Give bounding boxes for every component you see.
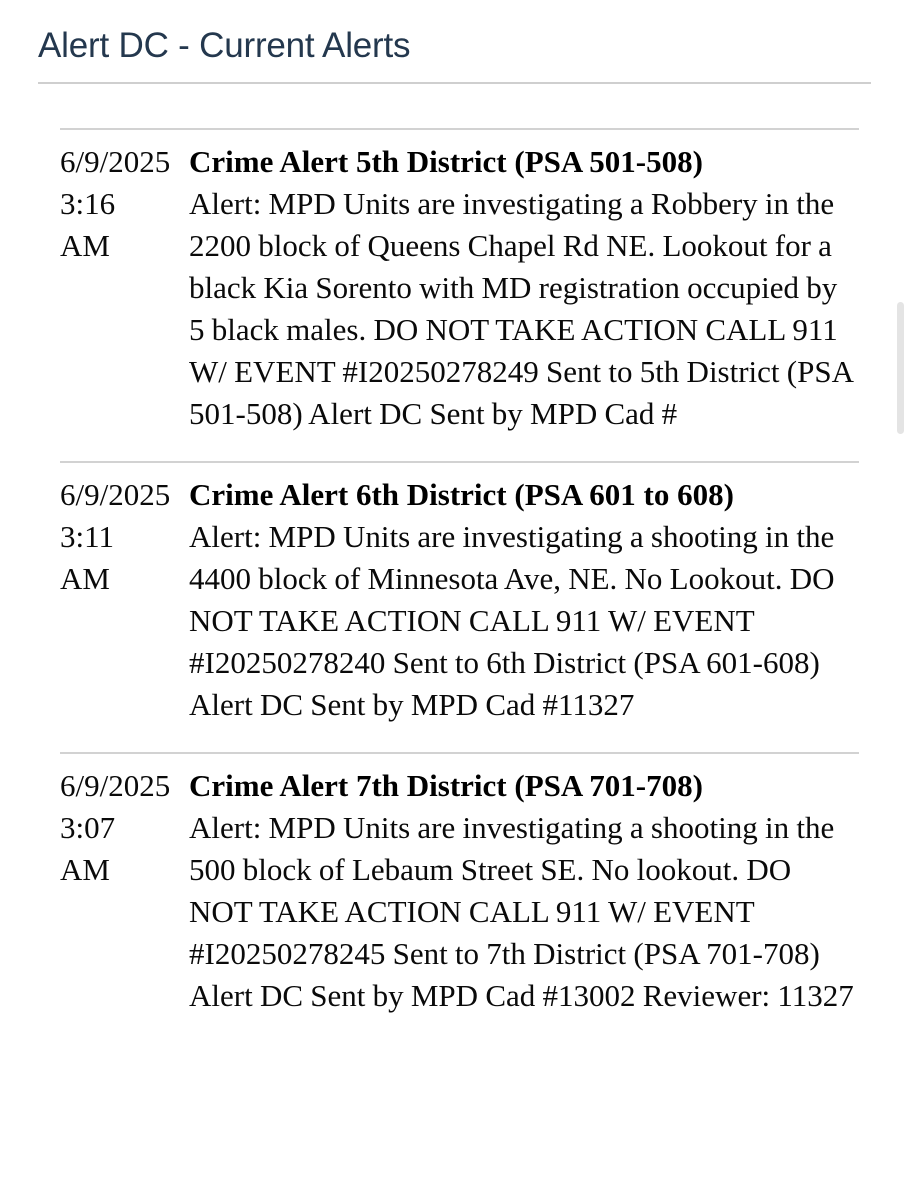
alert-body: Alert: MPD Units are investigating a Robbery in the 2200 block of Queens Chapel Rd NE. Lookout for a black Kia Sorento with MD registration occupied by 5 black males. DO NOT TAKE ACTION CALL 911 W/ EVENT #I20250278249 Sent to 5th District (PSA 501-508) Alert DC Sent by MPD Cad # — [189, 186, 853, 432]
table-row[interactable] — [60, 461, 859, 752]
alert-heading: Crime Alert 6th District (PSA 601 to 608) — [189, 477, 734, 513]
page-header — [0, 0, 913, 84]
alert-time: 3:07 — [60, 810, 116, 846]
table-row[interactable] — [60, 752, 859, 1043]
alert-heading: Crime Alert 7th District (PSA 701-708) — [189, 768, 703, 804]
alert-date: 6/9/2025 — [60, 768, 171, 804]
alert-content-cell — [185, 128, 859, 461]
alert-meridiem: AM — [60, 561, 110, 597]
page-title: Alert DC - Current Alerts — [38, 26, 411, 65]
alert-time: 3:11 — [60, 519, 114, 555]
alert-date-cell — [60, 128, 185, 461]
title-divider — [38, 82, 871, 84]
alert-body: Alert: MPD Units are investigating a shooting in the 500 block of Lebaum Street SE. No lookout. DO NOT TAKE ACTION CALL 911 W/ EVENT #I20250278245 Sent to 7th District (PSA 701-708) Alert DC Sent by MPD Cad #13002 Reviewer: 11327 — [189, 810, 854, 1014]
alert-content-cell — [185, 752, 859, 1043]
alert-heading: Crime Alert 5th District (PSA 501-508) — [189, 144, 703, 180]
alerts-table — [60, 128, 859, 1043]
alert-date-cell — [60, 752, 185, 1043]
alert-body: Alert: MPD Units are investigating a shooting in the 4400 block of Minnesota Ave, NE. No Lookout. DO NOT TAKE ACTION CALL 911 W/ EVENT #I20250278240 Sent to 6th District (PSA 601-608) Alert DC Sent by MPD Cad #11327 — [189, 519, 835, 723]
table-row[interactable] — [60, 128, 859, 461]
alert-content-cell — [185, 461, 859, 752]
vertical-scrollbar[interactable] — [891, 0, 913, 1200]
alert-date: 6/9/2025 — [60, 477, 171, 513]
alert-date-cell — [60, 461, 185, 752]
alert-meridiem: AM — [60, 228, 110, 264]
alert-meridiem: AM — [60, 852, 110, 888]
alert-time: 3:16 — [60, 186, 116, 222]
alert-date: 6/9/2025 — [60, 144, 171, 180]
scrollbar-thumb[interactable] — [897, 302, 904, 434]
